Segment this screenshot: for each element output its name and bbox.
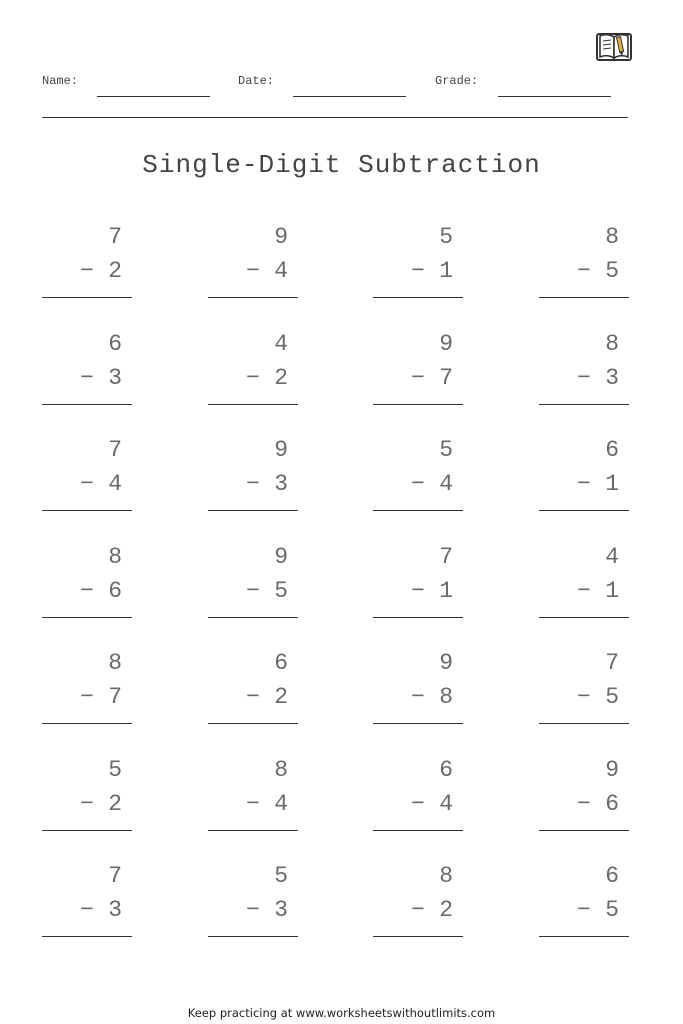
subtraction-problem bbox=[208, 861, 298, 941]
subtrahend: 4 bbox=[274, 258, 288, 284]
subtrahend: 2 bbox=[439, 897, 453, 923]
subtraction-problem bbox=[539, 755, 629, 835]
answer-line[interactable] bbox=[373, 617, 463, 618]
answer-line[interactable] bbox=[208, 617, 298, 618]
minuend: 6 bbox=[605, 863, 619, 889]
subtrahend: 6 bbox=[605, 790, 619, 817]
minus-sign: − bbox=[411, 790, 425, 817]
answer-line[interactable] bbox=[208, 936, 298, 937]
subtrahend: 6 bbox=[108, 577, 122, 604]
subtraction-problem bbox=[373, 542, 463, 622]
subtraction-problem bbox=[373, 222, 463, 302]
subtrahend: 5 bbox=[605, 258, 619, 284]
minuend: 5 bbox=[439, 224, 453, 250]
minus-sign: − bbox=[80, 897, 94, 923]
subtraction-problem bbox=[208, 542, 298, 622]
minus-sign: − bbox=[411, 897, 425, 923]
subtrahend: 7 bbox=[108, 684, 122, 710]
answer-line[interactable] bbox=[373, 510, 463, 511]
date-label: Date: bbox=[238, 74, 275, 88]
name-field[interactable] bbox=[97, 96, 210, 97]
minuend: 6 bbox=[439, 756, 453, 783]
minuend: 8 bbox=[439, 863, 453, 889]
answer-line[interactable] bbox=[42, 510, 132, 511]
subtraction-problem bbox=[208, 435, 298, 515]
footer-text: Keep practicing at www.worksheetswithoutlimits.com bbox=[187, 1006, 496, 1020]
subtraction-problem bbox=[208, 755, 298, 835]
answer-line[interactable] bbox=[373, 830, 463, 831]
minuend: 9 bbox=[274, 543, 288, 570]
answer-line[interactable] bbox=[42, 723, 132, 724]
answer-line[interactable] bbox=[42, 830, 132, 831]
header-divider bbox=[42, 117, 628, 118]
minus-sign: − bbox=[246, 897, 260, 923]
minus-sign: − bbox=[411, 684, 425, 710]
subtrahend: 3 bbox=[605, 364, 619, 391]
subtraction-problem bbox=[539, 435, 629, 515]
subtraction-problem bbox=[42, 648, 132, 728]
minuend: 7 bbox=[605, 650, 619, 676]
minus-sign: − bbox=[80, 577, 94, 604]
minus-sign: − bbox=[577, 577, 591, 604]
subtraction-problem bbox=[42, 222, 132, 302]
minus-sign: − bbox=[246, 684, 260, 710]
subtrahend: 1 bbox=[605, 471, 619, 497]
minuend: 9 bbox=[274, 437, 288, 463]
minus-sign: − bbox=[80, 790, 94, 817]
minuend: 9 bbox=[274, 224, 288, 250]
answer-line[interactable] bbox=[539, 830, 629, 831]
minuend: 9 bbox=[439, 650, 453, 676]
minus-sign: − bbox=[411, 364, 425, 391]
answer-line[interactable] bbox=[42, 404, 132, 405]
answer-line[interactable] bbox=[42, 936, 132, 937]
answer-line[interactable] bbox=[208, 404, 298, 405]
subtraction-problem bbox=[208, 222, 298, 302]
minus-sign: − bbox=[246, 471, 260, 497]
minuend: 5 bbox=[439, 437, 453, 463]
minus-sign: − bbox=[577, 790, 591, 817]
subtrahend: 7 bbox=[439, 364, 453, 391]
book-logo-icon bbox=[595, 28, 633, 64]
subtraction-problem bbox=[539, 222, 629, 302]
minuend: 8 bbox=[605, 330, 619, 357]
subtrahend: 2 bbox=[274, 684, 288, 710]
subtrahend: 3 bbox=[274, 471, 288, 497]
minuend: 4 bbox=[274, 330, 288, 357]
subtrahend: 1 bbox=[439, 258, 453, 284]
answer-line[interactable] bbox=[373, 297, 463, 298]
subtrahend: 1 bbox=[605, 577, 619, 604]
subtrahend: 4 bbox=[274, 790, 288, 817]
subtraction-problem bbox=[373, 755, 463, 835]
answer-line[interactable] bbox=[539, 723, 629, 724]
answer-line[interactable] bbox=[42, 617, 132, 618]
minus-sign: − bbox=[80, 258, 94, 284]
subtrahend: 2 bbox=[274, 364, 288, 391]
minus-sign: − bbox=[577, 897, 591, 923]
subtraction-problem bbox=[42, 861, 132, 941]
subtrahend: 2 bbox=[108, 790, 122, 817]
subtrahend: 3 bbox=[108, 897, 122, 923]
minuend: 6 bbox=[605, 437, 619, 463]
minus-sign: − bbox=[246, 364, 260, 391]
grade-field[interactable] bbox=[498, 96, 611, 97]
minus-sign: − bbox=[246, 258, 260, 284]
minus-sign: − bbox=[577, 471, 591, 497]
subtraction-problem bbox=[373, 435, 463, 515]
answer-line[interactable] bbox=[208, 723, 298, 724]
answer-line[interactable] bbox=[539, 297, 629, 298]
minuend: 7 bbox=[108, 437, 122, 463]
subtraction-problem bbox=[373, 861, 463, 941]
minuend: 7 bbox=[108, 863, 122, 889]
minuend: 8 bbox=[108, 650, 122, 676]
minus-sign: − bbox=[411, 258, 425, 284]
subtraction-problem bbox=[373, 329, 463, 409]
answer-line[interactable] bbox=[539, 404, 629, 405]
subtraction-problem bbox=[539, 861, 629, 941]
subtraction-problem bbox=[208, 329, 298, 409]
subtraction-problem bbox=[42, 329, 132, 409]
minuend: 8 bbox=[274, 756, 288, 783]
minus-sign: − bbox=[80, 471, 94, 497]
answer-line[interactable] bbox=[208, 830, 298, 831]
minuend: 4 bbox=[605, 543, 619, 570]
subtrahend: 5 bbox=[605, 897, 619, 923]
subtraction-problem bbox=[42, 542, 132, 622]
subtrahend: 4 bbox=[439, 790, 453, 817]
answer-line[interactable] bbox=[42, 297, 132, 298]
minuend: 5 bbox=[108, 756, 122, 783]
subtraction-problem bbox=[42, 755, 132, 835]
subtrahend: 3 bbox=[108, 364, 122, 391]
minus-sign: − bbox=[411, 471, 425, 497]
name-label: Name: bbox=[42, 74, 79, 88]
minuend: 8 bbox=[108, 543, 122, 570]
worksheet-header bbox=[42, 74, 628, 100]
subtraction-problem bbox=[208, 648, 298, 728]
answer-line[interactable] bbox=[208, 510, 298, 511]
subtrahend: 4 bbox=[439, 471, 453, 497]
subtraction-problem bbox=[539, 542, 629, 622]
answer-line[interactable] bbox=[539, 936, 629, 937]
answer-line[interactable] bbox=[373, 936, 463, 937]
subtrahend: 3 bbox=[274, 897, 288, 923]
subtrahend: 8 bbox=[439, 684, 453, 710]
subtrahend: 5 bbox=[274, 577, 288, 604]
minus-sign: − bbox=[411, 577, 425, 604]
minus-sign: − bbox=[577, 684, 591, 710]
answer-line[interactable] bbox=[373, 723, 463, 724]
minuend: 6 bbox=[274, 650, 288, 676]
minus-sign: − bbox=[80, 684, 94, 710]
grade-label: Grade: bbox=[435, 74, 479, 88]
minuend: 9 bbox=[439, 330, 453, 357]
minuend: 9 bbox=[605, 756, 619, 783]
answer-line[interactable] bbox=[373, 404, 463, 405]
subtraction-problem bbox=[539, 329, 629, 409]
minus-sign: − bbox=[246, 577, 260, 604]
subtrahend: 5 bbox=[605, 684, 619, 710]
subtrahend: 2 bbox=[108, 258, 122, 284]
answer-line[interactable] bbox=[539, 617, 629, 618]
minuend: 5 bbox=[274, 863, 288, 889]
minus-sign: − bbox=[80, 364, 94, 391]
minuend: 8 bbox=[605, 224, 619, 250]
subtrahend: 4 bbox=[108, 471, 122, 497]
minus-sign: − bbox=[577, 364, 591, 391]
subtrahend: 1 bbox=[439, 577, 453, 604]
minuend: 7 bbox=[439, 543, 453, 570]
minus-sign: − bbox=[246, 790, 260, 817]
worksheet-title: Single-Digit Subtraction bbox=[142, 150, 541, 180]
answer-line[interactable] bbox=[539, 510, 629, 511]
minuend: 7 bbox=[108, 224, 122, 250]
minuend: 6 bbox=[108, 330, 122, 357]
answer-line[interactable] bbox=[208, 297, 298, 298]
minus-sign: − bbox=[577, 258, 591, 284]
date-field[interactable] bbox=[293, 96, 406, 97]
subtraction-problem bbox=[539, 648, 629, 728]
subtraction-problem bbox=[373, 648, 463, 728]
subtraction-problem bbox=[42, 435, 132, 515]
